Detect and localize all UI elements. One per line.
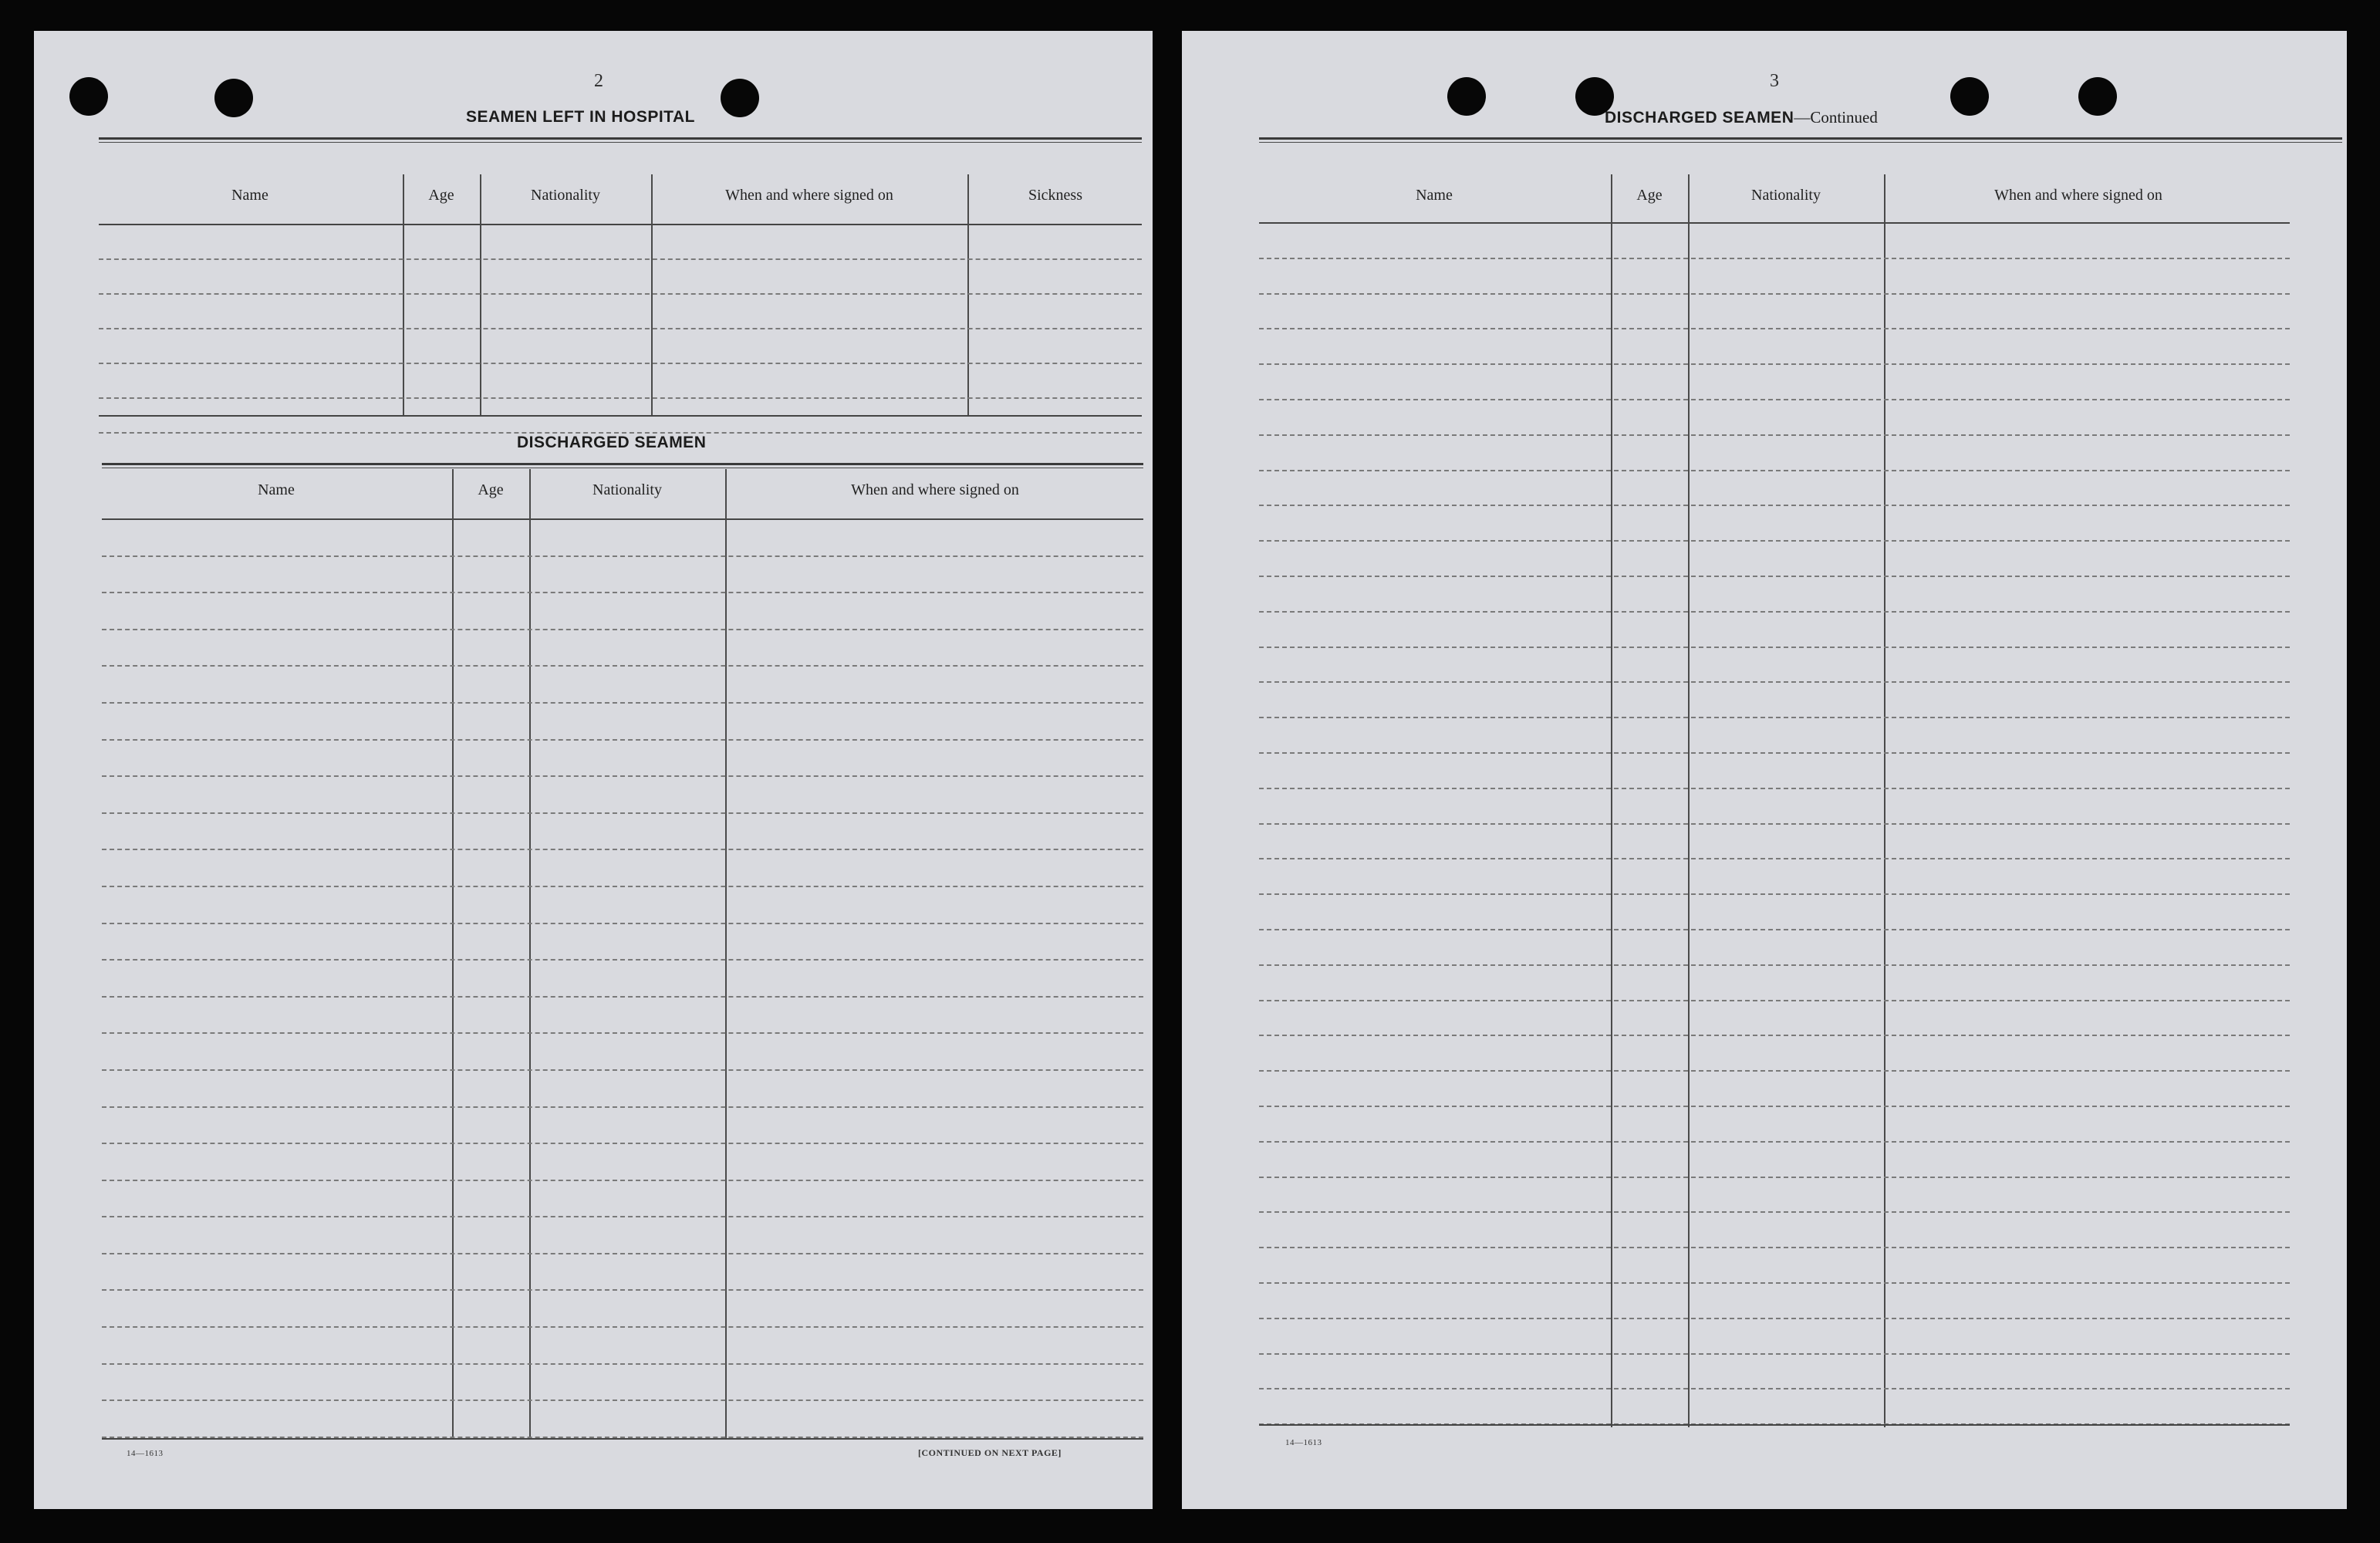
column-header-nationality: Nationality	[531, 187, 600, 204]
page-number: 3	[1770, 71, 1779, 91]
table-row	[102, 1144, 1143, 1181]
table-row	[1259, 1319, 2290, 1355]
table-row	[102, 1365, 1143, 1402]
punch-hole	[69, 77, 108, 116]
table-row	[1259, 1178, 2290, 1214]
form-number: 14—1613	[127, 1449, 164, 1458]
table-row	[99, 364, 1142, 399]
table-row	[102, 667, 1143, 704]
section-title-suffix: —Continued	[1794, 108, 1878, 127]
column-header-age: Age	[428, 187, 454, 204]
table-row	[1259, 789, 2290, 825]
table-row	[1259, 259, 2290, 295]
table-row	[102, 1181, 1143, 1218]
table-row	[102, 961, 1143, 998]
table-row	[102, 1217, 1143, 1254]
table-row	[1259, 1355, 2290, 1390]
table-row	[1259, 895, 2290, 930]
table-row	[99, 295, 1142, 329]
section-title-discharged-continued	[1605, 108, 1878, 127]
column-header-age: Age	[1636, 187, 1663, 204]
table-rows	[102, 520, 1143, 1438]
table-row	[1259, 1248, 2290, 1284]
table-row	[1259, 1036, 2290, 1072]
column-header-nationality: Nationality	[1751, 187, 1821, 204]
column-header-sickness: Sickness	[1028, 187, 1082, 204]
table-row	[102, 850, 1143, 887]
table-row	[1259, 718, 2290, 754]
table-row	[99, 329, 1142, 364]
table-row	[102, 998, 1143, 1035]
table-row	[1259, 329, 2290, 365]
table-row	[1259, 224, 2290, 259]
table-row	[99, 225, 1142, 260]
table-top-rule	[1259, 142, 2342, 143]
table-row	[1259, 506, 2290, 542]
section-title-hospital: SEAMEN LEFT IN HOSPITAL	[466, 108, 695, 126]
table-row	[102, 1328, 1143, 1365]
table-bottom-rule	[1259, 1424, 2290, 1426]
table-row	[102, 1291, 1143, 1328]
table-row	[102, 704, 1143, 741]
table-row	[1259, 754, 2290, 789]
table-row	[102, 557, 1143, 594]
table-row	[99, 260, 1142, 295]
table-row	[102, 1108, 1143, 1145]
table-row	[1259, 1143, 2290, 1178]
table-row	[1259, 436, 2290, 471]
table-row	[102, 777, 1143, 814]
punch-hole	[214, 79, 253, 117]
table-row	[102, 741, 1143, 778]
column-header-name: Name	[231, 187, 268, 204]
table-row	[1259, 966, 2290, 1001]
table-row	[1259, 577, 2290, 613]
table-row	[1259, 542, 2290, 577]
hospital-table	[99, 137, 1142, 417]
column-header-when-where-signed-on: When and where signed on	[1994, 187, 2162, 204]
table-row	[1259, 859, 2290, 895]
table-row	[102, 887, 1143, 924]
table-row	[102, 630, 1143, 667]
column-header-name: Name	[258, 481, 295, 498]
punch-hole	[721, 79, 759, 117]
table-row	[1259, 1001, 2290, 1037]
table-top-rule	[99, 142, 1142, 143]
section-title-discharged: DISCHARGED SEAMEN	[517, 434, 707, 451]
table-row	[1259, 825, 2290, 860]
table-top-rule	[1259, 137, 2342, 140]
table-row	[102, 1034, 1143, 1071]
column-header-nationality: Nationality	[592, 481, 662, 498]
table-row	[1259, 1389, 2290, 1425]
table-rows	[99, 225, 1142, 434]
table-row	[1259, 1213, 2290, 1248]
table-top-rule	[102, 463, 1143, 465]
form-number: 14—1613	[1285, 1438, 1322, 1447]
discharged-continued-table	[1259, 137, 2342, 1427]
column-header-age: Age	[478, 481, 504, 498]
table-row	[1259, 1072, 2290, 1107]
punch-hole	[1950, 77, 1989, 116]
table-row	[1259, 400, 2290, 436]
table-bottom-rule	[102, 1438, 1143, 1440]
table-row	[1259, 1107, 2290, 1143]
table-row	[102, 1401, 1143, 1438]
left-page	[34, 31, 1153, 1509]
table-row	[1259, 648, 2290, 684]
punch-hole	[2078, 77, 2117, 116]
table-row	[102, 1254, 1143, 1291]
table-rows	[1259, 224, 2290, 1425]
table-row	[1259, 295, 2290, 330]
table-row	[1259, 930, 2290, 966]
table-row	[102, 520, 1143, 557]
right-page	[1182, 31, 2347, 1509]
table-row	[102, 593, 1143, 630]
table-row	[102, 1071, 1143, 1108]
table-row	[1259, 471, 2290, 507]
punch-hole	[1447, 77, 1486, 116]
column-header-when-where-signed-on: When and where signed on	[725, 187, 893, 204]
table-row	[102, 924, 1143, 961]
table-row	[1259, 1284, 2290, 1319]
continued-note: [CONTINUED ON NEXT PAGE]	[918, 1447, 1062, 1458]
table-row	[1259, 683, 2290, 718]
page-number: 2	[594, 71, 603, 91]
column-header-when-where-signed-on: When and where signed on	[851, 481, 1019, 498]
table-row	[1259, 613, 2290, 648]
discharged-table	[102, 463, 1143, 1438]
table-row	[102, 814, 1143, 851]
section-title-main: DISCHARGED SEAMEN	[1605, 109, 1794, 127]
table-row	[1259, 365, 2290, 400]
table-bottom-rule	[99, 415, 1142, 417]
column-header-name: Name	[1416, 187, 1453, 204]
table-top-rule	[99, 137, 1142, 140]
